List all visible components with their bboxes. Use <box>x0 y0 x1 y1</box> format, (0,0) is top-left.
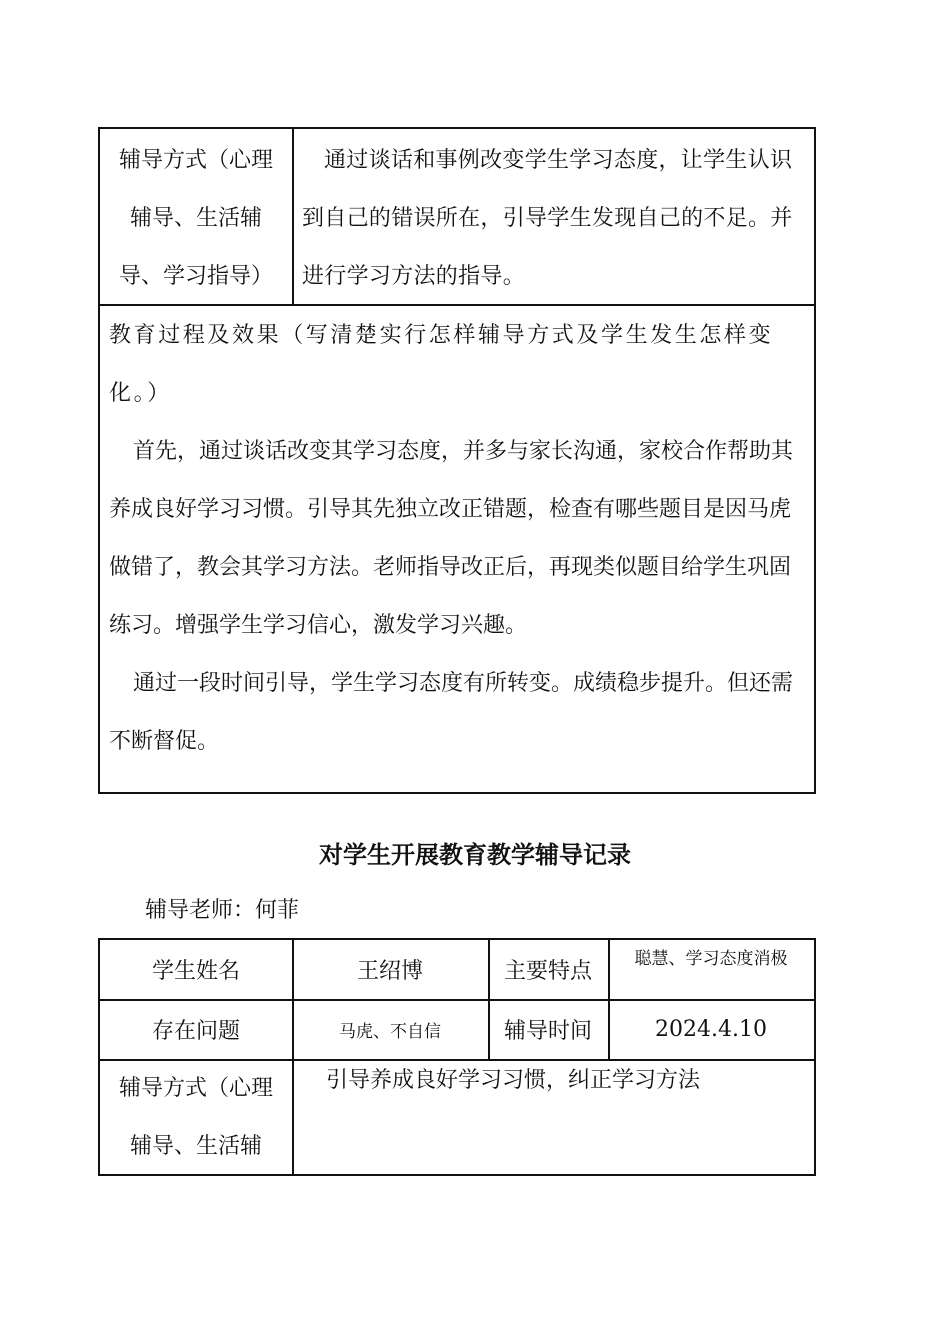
counseling-table-2 <box>98 938 816 1176</box>
time-label: 辅导时间 <box>503 1018 592 1044</box>
method-content-cell: 通过谈话和事例改变学生学习态度，让学生认识到自己的错误所在，引导学生发现自己的不足。并进行学习方法的指导。 <box>302 148 793 289</box>
counseling-table-1 <box>98 127 816 794</box>
problem-label: 存在问题 <box>151 1018 240 1044</box>
name-label: 学生姓名 <box>151 959 240 984</box>
process-paragraph: 通过一段时间引导，学生学习态度有所转变。成绩稳步提升。但还需不断督促。 <box>109 671 794 754</box>
table-divider-vertical <box>292 129 294 304</box>
process-effect-cell <box>109 307 809 771</box>
method-label-cell <box>100 129 292 304</box>
method-label-cell <box>100 1060 292 1176</box>
process-paragraph: 首先，通过谈话改变其学习态度，并多与家长沟通，家校合作帮助其养成良好学习习惯。引导其先独立改正错题，检查有哪些题目是因马虎做错了，教会其学习方法。老师指导改正后，再现类似题目给学生巩固练习。增强学生学习信心，激发学习兴趣。 <box>109 439 794 638</box>
traits-label: 主要特点 <box>503 959 592 984</box>
method-label-line: 辅导方式（心理 <box>118 1076 273 1101</box>
method-content-cell: 引导养成良好学习习惯，纠正学习方法 <box>326 1068 701 1093</box>
method-label-line: 导、学习指导） <box>118 264 273 289</box>
teacher-line: 辅导老师：何菲 <box>145 898 300 923</box>
method-label-line: 辅导方式（心理 <box>118 148 273 173</box>
name-value: 王绍博 <box>356 959 423 984</box>
traits-value: 聪慧、学习态度消极 <box>634 949 788 969</box>
time-value: 2024.4.10 <box>655 1016 767 1042</box>
record-title: 对学生开展教育教学辅导记录 <box>319 840 631 869</box>
problem-value: 马虎、不自信 <box>339 1021 441 1042</box>
method-label-line: 辅导、生活辅 <box>129 206 262 231</box>
process-title: 教育过程及效果（写清楚实行怎样辅导方式及学生发生怎样变化。） <box>109 323 774 406</box>
method-label-line: 辅导、生活辅 <box>129 1134 262 1159</box>
